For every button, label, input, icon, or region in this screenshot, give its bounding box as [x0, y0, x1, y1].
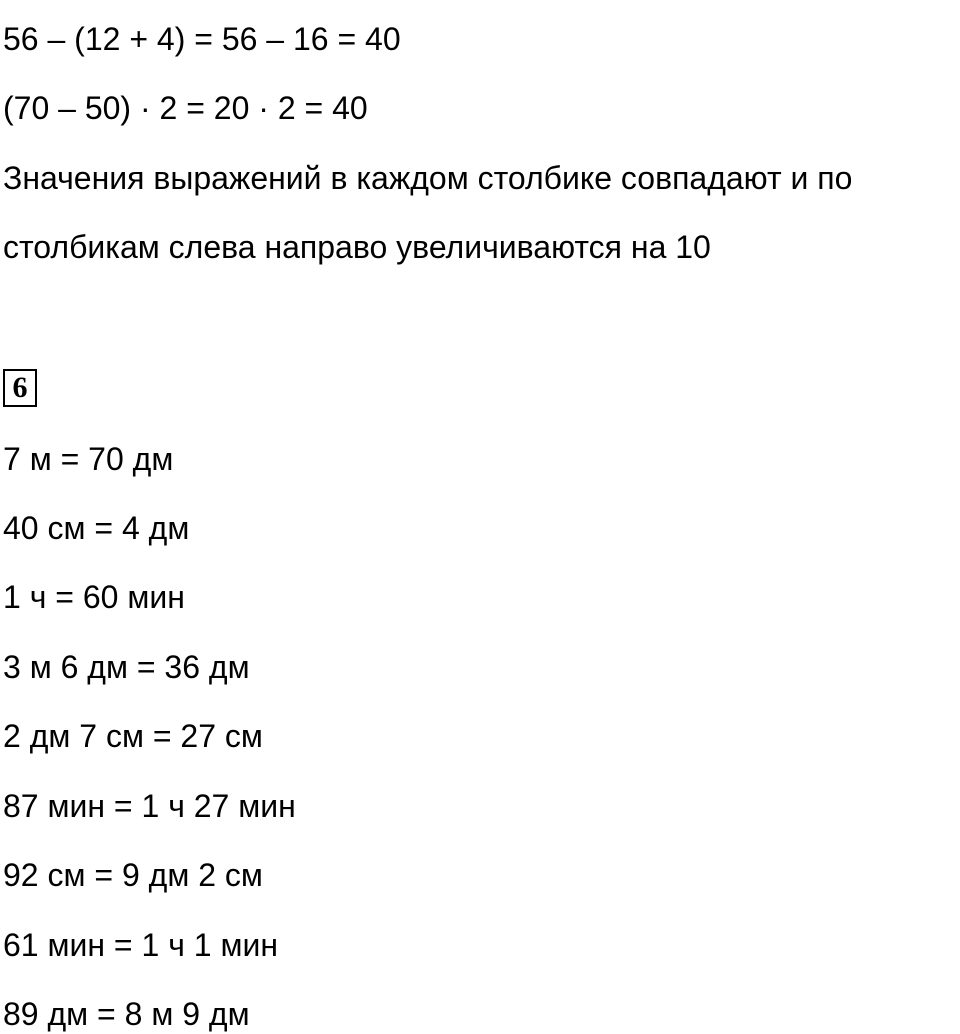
conversion-line: 7 м = 70 дм [3, 441, 174, 477]
equation-line: (70 – 50) · 2 = 20 · 2 = 40 [3, 90, 368, 126]
equation-line: 56 – (12 + 4) = 56 – 16 = 40 [3, 21, 401, 57]
conclusion-text-line: столбикам слева направо увеличиваются на 10 [3, 229, 711, 265]
task-number-box: 6 [3, 369, 37, 407]
conclusion-text-line: Значения выражений в каждом столбике совпадают и по [3, 160, 853, 196]
conversion-line: 87 мин = 1 ч 27 мин [3, 788, 296, 824]
conversion-line: 2 дм 7 см = 27 см [3, 718, 263, 754]
conversion-line: 92 см = 9 дм 2 см [3, 857, 263, 893]
conversion-line: 61 мин = 1 ч 1 мин [3, 927, 278, 963]
conversion-line: 89 дм = 8 м 9 дм [3, 996, 250, 1032]
conversion-line: 40 см = 4 дм [3, 510, 190, 546]
conversion-line: 1 ч = 60 мин [3, 579, 185, 615]
conversion-line: 3 м 6 дм = 36 дм [3, 649, 250, 685]
